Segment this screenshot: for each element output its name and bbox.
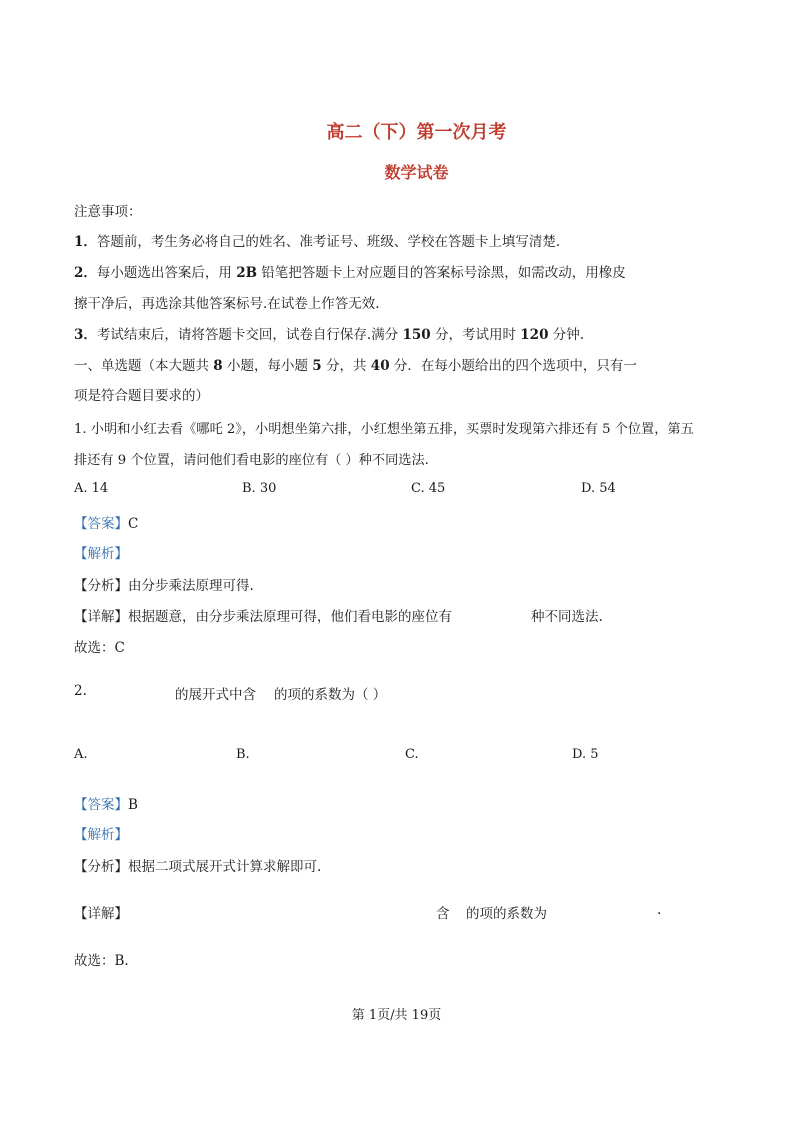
q1-detail-text-a: 根据题意，由分步乘法原理可得，他们看电影的座位有 (128, 609, 452, 625)
q1-detail (74, 605, 452, 625)
q2-detail-text-c: . (657, 902, 662, 918)
section-heading-e: 分．在每小题给出的四个选项中，只有一 (389, 358, 637, 374)
q2-fenxi (74, 855, 321, 875)
notice-item-3-bold-2: 120 (520, 327, 549, 343)
q2-choice: 故选：B. (74, 953, 129, 969)
section-heading-count: 8 (213, 358, 223, 374)
exam-title: 高二（下）第一次月考 (326, 122, 507, 143)
q1-stem-line-2: 排还有 9 个位置，请问他们看电影的座位有（ ）种不同选法. (74, 453, 429, 468)
q2-detail-tag: 【详解】 (74, 906, 128, 922)
q2-answer-tag: 【答案】 (74, 797, 128, 813)
notice-item-1 (74, 230, 560, 250)
q1-fenxi (74, 574, 254, 594)
q1-answer-value: C (128, 516, 139, 532)
q2-detail-text-a: 含 (436, 906, 450, 922)
section-heading-a: 一、单选题（本大题共 (74, 358, 214, 374)
q2-stem-a: 的展开式中含 (175, 687, 256, 703)
notice-item-1-text: 答题前，考生务必将自己的姓名、准考证号、班级、学校在答题卡上填写清楚. (96, 234, 561, 250)
q2-option-a: A. (74, 747, 88, 762)
q2-fenxi-tag: 【分析】 (74, 859, 128, 875)
notice-item-2-number: 2． (74, 265, 97, 281)
q2-answer-value: B (128, 797, 138, 813)
q1-detail-tag: 【详解】 (74, 609, 128, 625)
q2-option-b: B. (236, 747, 250, 762)
notice-item-2-text-a: 每小题选出答案后，用 (96, 265, 237, 281)
notice-item-3-text-a: 考试结束后，请将答题卡交回，试卷自行保存.满分 (96, 327, 403, 343)
q2-option-c: C. (405, 747, 419, 762)
notice-item-3-number: 3． (74, 327, 97, 343)
notice-item-3 (74, 323, 584, 343)
q1-option-d: D. 54 (581, 481, 616, 496)
section-heading-score-total: 40 (370, 358, 390, 374)
notice-item-3-text-c: 分钟. (548, 327, 585, 343)
notice-item-2 (74, 261, 626, 281)
q1-fenxi-tag: 【分析】 (74, 578, 128, 594)
q2-stem-b: 的项的系数为（ ） (274, 687, 387, 703)
q2-option-d: D. 5 (572, 747, 599, 762)
q1-answer-tag: 【答案】 (74, 516, 128, 532)
section-heading-score-each: 5 (312, 358, 322, 374)
notice-heading: 注意事项： (74, 204, 142, 220)
q1-choice: 故选：C (74, 640, 125, 656)
q1-option-a: A. 14 (74, 481, 109, 496)
notice-item-2-bold: 2B (236, 265, 258, 281)
q2-fenxi-text: 根据二项式展开式计算求解即可. (128, 859, 322, 875)
q1-option-c: C. 45 (411, 481, 446, 496)
section-heading-line-2: 项是符合题目要求的） (74, 388, 209, 404)
q1-detail-text-b: 种不同选法. (531, 609, 603, 625)
exam-subtitle: 数学试卷 (384, 163, 449, 182)
notice-item-2-continuation: 擦干净后，再选涂其他答案标号.在试卷上作答无效. (74, 296, 380, 312)
notice-item-1-number: 1． (74, 234, 97, 250)
q1-option-b: B. 30 (242, 481, 277, 496)
q1-analysis-tag: 【解析】 (74, 546, 128, 562)
q2-analysis-tag: 【解析】 (74, 827, 128, 843)
q2-number: 2. (74, 683, 87, 699)
q1-fenxi-text: 由分步乘法原理可得. (128, 578, 254, 594)
q2-detail-text-b: 的项的系数为 (466, 906, 547, 922)
q1-answer (74, 512, 138, 532)
section-heading-c: 小题，每小题 (222, 358, 313, 374)
notice-item-2-text-b: 铅笔把答题卡上对应题目的答案标号涂黑，如需改动，用橡皮 (257, 265, 626, 281)
section-heading (74, 354, 637, 374)
section-heading-d: 分，共 (321, 358, 371, 374)
page-footer: 第 1页/共 19页 (351, 1008, 442, 1023)
q2-answer (74, 793, 138, 813)
q1-stem-line-1: 1. 小明和小红去看《哪吒 2》，小明想坐第六排，小红想坐第五排，买票时发现第六排还有 5 个位置，第五 (74, 422, 694, 437)
notice-item-3-text-b: 分，考试用时 (430, 327, 521, 343)
notice-item-3-bold-1: 150 (402, 327, 431, 343)
